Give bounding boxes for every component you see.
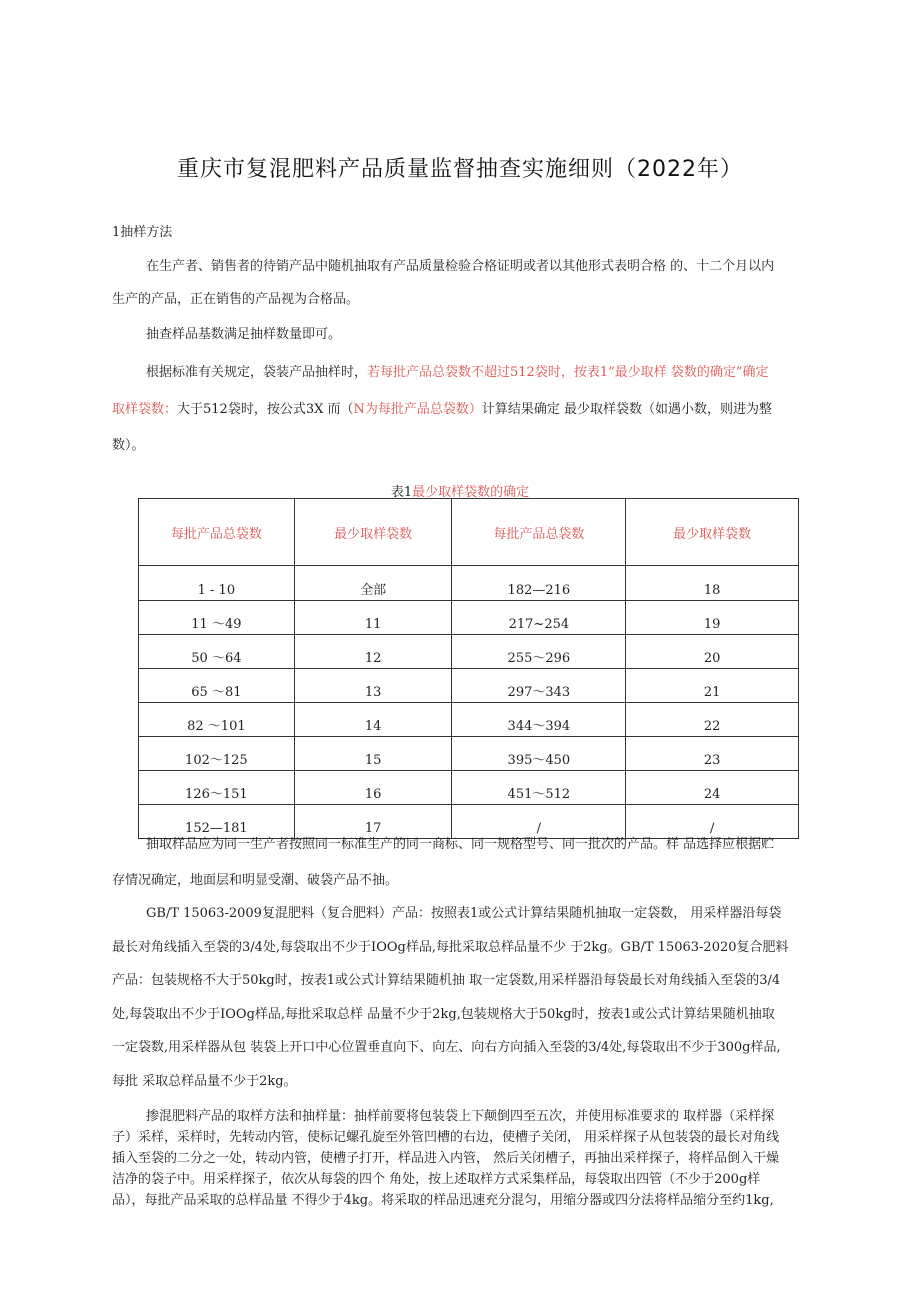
paragraph-line: 产品：包装规格不大于50kg时，按表1或公式计算结果随机抽 取一定袋数,用采样器沿每袋最长对角线插入至袋的3/4: [112, 973, 781, 988]
paragraph-line: 处,每袋取出不少于IOOg样品,每批采取总样 品量不少于2kg,包装规格大于50kg时，按表1或公式计算结果随机抽取: [112, 1007, 775, 1022]
caption-text: 最少取样袋数的确定: [412, 485, 530, 500]
paragraph-line: 每批 采取总样品量不少于2kg。: [112, 1074, 297, 1089]
table-cell: 395～450: [452, 737, 626, 771]
section-heading: 1抽样方法: [112, 225, 173, 240]
table-cell: 19: [626, 601, 799, 635]
table-cell: 297～343: [452, 669, 626, 703]
table-row: [139, 669, 799, 703]
table-cell: 21: [626, 669, 799, 703]
table-header-cell: 最少取样袋数: [294, 499, 452, 566]
table-cell: 11: [294, 601, 452, 635]
paragraph-line: 生产的产品，正在销售的产品视为合格品。: [112, 292, 360, 307]
paragraph-line: 插入至袋的二分之一处，转动内管，使槽子打开，样品进入内管， 然后关闭槽子，再抽出采样探子，将样品倒入干燥: [112, 1151, 780, 1166]
table-row: [139, 771, 799, 805]
table-header-row: [139, 499, 799, 566]
highlight-span: 若每批产品总袋数不超过512袋时，按表1”: [367, 365, 615, 380]
paragraph-line: 抽取样品应为同一生产者按照同一标准生产的同一商标、同一规格型号、同一批次的产品。样 品选择应根据贮: [146, 837, 775, 852]
paragraph-line: 抽查样品基数满足抽样数量即可。: [146, 327, 342, 342]
table-row: [139, 601, 799, 635]
table-cell: 20: [626, 635, 799, 669]
paragraph-line: 品），每批产品采取的总样品量 不得少于4kg。将采取的样品迅速充分混匀，用缩分器或四分法将样品缩分至约1kg,: [112, 1193, 774, 1208]
table-row: [139, 737, 799, 771]
table-row: [139, 566, 799, 601]
table-cell: 451～512: [452, 771, 626, 805]
table-cell: 23: [626, 737, 799, 771]
table-cell: 24: [626, 771, 799, 805]
table-cell: 17: [294, 805, 452, 839]
table-cell: 152—181: [139, 805, 295, 839]
paragraph-line: 子）采样，采样时，先转动内管，使标记螺孔旋至外管凹槽的右边，使槽子关闭， 用采样探子从包装袋的最长对角线: [112, 1130, 780, 1145]
text-span: 根据标准有关规定，袋装产品抽样时，: [146, 365, 368, 380]
text-span: 计算结果确定 最少取样袋数（如遇小数，则进为整: [481, 402, 773, 417]
table-cell: 182—216: [452, 566, 626, 601]
table-cell: 255～296: [452, 635, 626, 669]
table-cell: 13: [294, 669, 452, 703]
text-span: 大于512袋时，按公式3X 而（: [177, 402, 354, 417]
table-cell: /: [452, 805, 626, 839]
table-cell: 102～125: [139, 737, 295, 771]
table-cell: 126～151: [139, 771, 295, 805]
table-cell: 65 ～81: [139, 669, 295, 703]
paragraph-line: [146, 361, 769, 380]
highlight-span: 取样袋数：: [112, 402, 178, 417]
caption-label: 表1: [390, 485, 413, 500]
table-cell: /: [626, 805, 799, 839]
table-row: [139, 703, 799, 737]
table-cell: 15: [294, 737, 452, 771]
paragraph-line: 存情况确定，地面层和明显受潮、破袋产品不抽。: [112, 873, 399, 888]
table-cell: 217~254: [452, 601, 626, 635]
paragraph-line: [112, 398, 772, 417]
highlight-span: N为每批产品总袋数）: [353, 402, 482, 417]
paragraph-line: 掺混肥料产品的取样方法和抽样量：抽样前要将包装袋上下颠倒四至五次，并使用标准要求的 取样器（采样探: [146, 1109, 775, 1124]
sampling-table: [138, 498, 799, 839]
table-cell: 82 ～101: [139, 703, 295, 737]
table-cell: 11 ～49: [139, 601, 295, 635]
table-cell: 50 ～64: [139, 635, 295, 669]
paragraph-line: 最长对角线插入至袋的3/4处,每袋取出不少于IOOg样品,每批采取总样品量不少 于2kg。GB/T 15063-2020复合肥料: [112, 940, 789, 955]
paragraph-line: 一定袋数,用采样器从包 装袋上开口中心位置垂直向下、向左、向右方向插入至袋的3/4处,每袋取出不少于300g样品,: [112, 1040, 781, 1055]
paragraph-line: 洁净的袋子中。用采样探子，依次从每袋的四个 角处，按上述取样方式采集样品，每袋取出四管（不少于200g样: [112, 1172, 761, 1187]
paragraph-line: 在生产者、销售者的待销产品中随机抽取有产品质量检验合格证明或者以其他形式表明合格 的、十二个月以内: [146, 259, 775, 274]
table-cell: 18: [626, 566, 799, 601]
paragraph-line: GB/T 15063-2009复混肥料（复合肥料）产品：按照表1或公式计算结果随机抽取一定袋数， 用采样器沿每袋: [146, 906, 782, 921]
page-title: 重庆市复混肥料产品质量监督抽查实施细则（2022年）: [177, 157, 743, 182]
table-header-cell: 每批产品总袋数: [452, 499, 626, 566]
paragraph-line: 数）。: [112, 438, 145, 453]
table-cell: 22: [626, 703, 799, 737]
table-cell: 14: [294, 703, 452, 737]
table-row: [139, 635, 799, 669]
table-cell: 12: [294, 635, 452, 669]
table-cell: 344～394: [452, 703, 626, 737]
table-cell: 全部: [294, 566, 452, 601]
table-header-cell: 每批产品总袋数: [139, 499, 295, 566]
table-cell: 16: [294, 771, 452, 805]
highlight-span: 最少取样 袋数的确定”确定: [614, 365, 769, 380]
table-cell: 1 - 10: [139, 566, 295, 601]
table-header-cell: 最少取样袋数: [626, 499, 799, 566]
